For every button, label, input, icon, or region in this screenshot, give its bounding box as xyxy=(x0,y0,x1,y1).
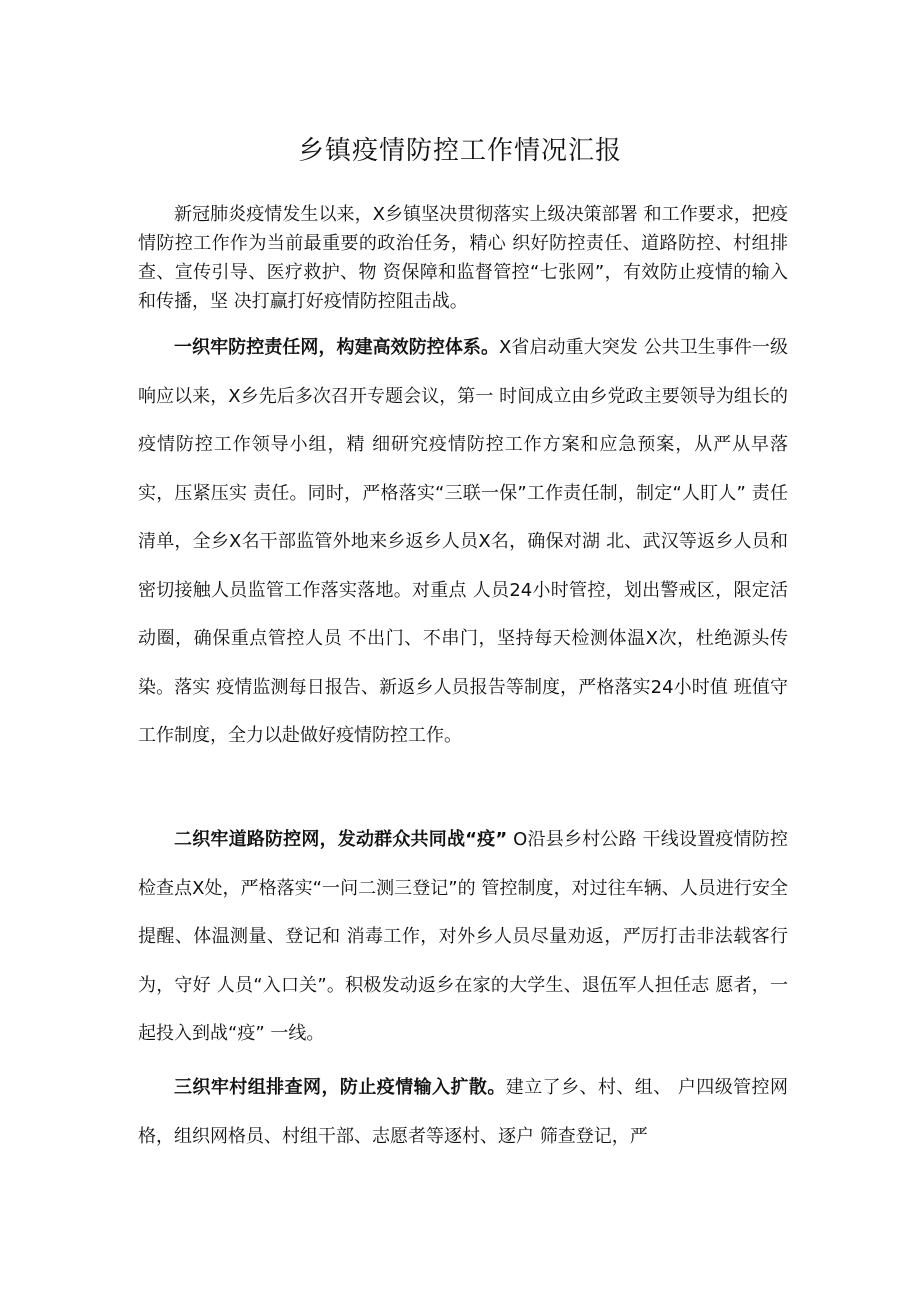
section-3-lead: 三织牢村组排查网，防止疫情输入扩散。 xyxy=(174,1077,506,1098)
section-1-body: X省启动重大突发 公共卫生事件一级响应以来，X乡先后多次召开专题会议，第一 时间成立由乡党政主要领导为组长的疫情防控工作领导小组，精 细研究疫情防控工作方案和应急预案，从严从早落实，压紧压实 责任。同时，严格落实“三联一保”工作责任制，制定“人盯人” 责任清单，全乡X名干部监管外地来乡返乡人员X名，确保对湖 北、武汉等返乡人员和密切接触人员监管工作落实落地。对重点 人员24小时管控，划出警戒区，限定活动圈，确保重点管控人员 不出门、不串门，坚持每天检测体温X次，杜绝源头传染。落实 疫情监测每日报告、新返乡人员报告等制度，严格落实24小时值 班值守工作制度，全力以赴做好疫情防控工作。 xyxy=(138,337,788,746)
intro-paragraph: 新冠肺炎疫情发生以来，X乡镇坚决贯彻落实上级决策部署 和工作要求，把疫情防控工作作为当前最重要的政治任务，精心 织好防控责任、道路防控、村组排查、宣传引导、医疗救护、物 资保障和监督管控“七张网”，有效防止疫情的输入和传播，坚 决打赢打好疫情防控阻击战。 xyxy=(138,204,788,312)
section-paragraph-1 xyxy=(138,324,788,761)
section-2-body: O沿县乡村公路 干线设置疫情防控检查点X处，严格落实“一问二测三登记”的 管控制度，对过往车辆、人员进行安全提醒、体温测量、登记和 消毒工作，对外乡人员尽量劝返，严厉打击非法载客行为，守好 人员“入口关”。积极发动返乡在家的大学生、退伍军人担任志 愿者，一起投入到战“疫” 一线。 xyxy=(138,829,788,1044)
section-3-body: 建立了乡、村、组、 户四级管控网格，组织网格员、村组干部、志愿者等逐村、逐户 筛查登记，严 xyxy=(138,1077,788,1147)
section-1-lead: 一织牢防控责任网，构建高效防控体系。 xyxy=(174,337,500,358)
section-2-lead: 二织牢道路防控网，发动群众共同战“疫” xyxy=(174,829,508,850)
section-paragraph-2 xyxy=(138,816,788,1059)
section-paragraph-3 xyxy=(138,1064,788,1161)
document-title: 乡镇疫情防控工作情况汇报 xyxy=(297,136,622,166)
